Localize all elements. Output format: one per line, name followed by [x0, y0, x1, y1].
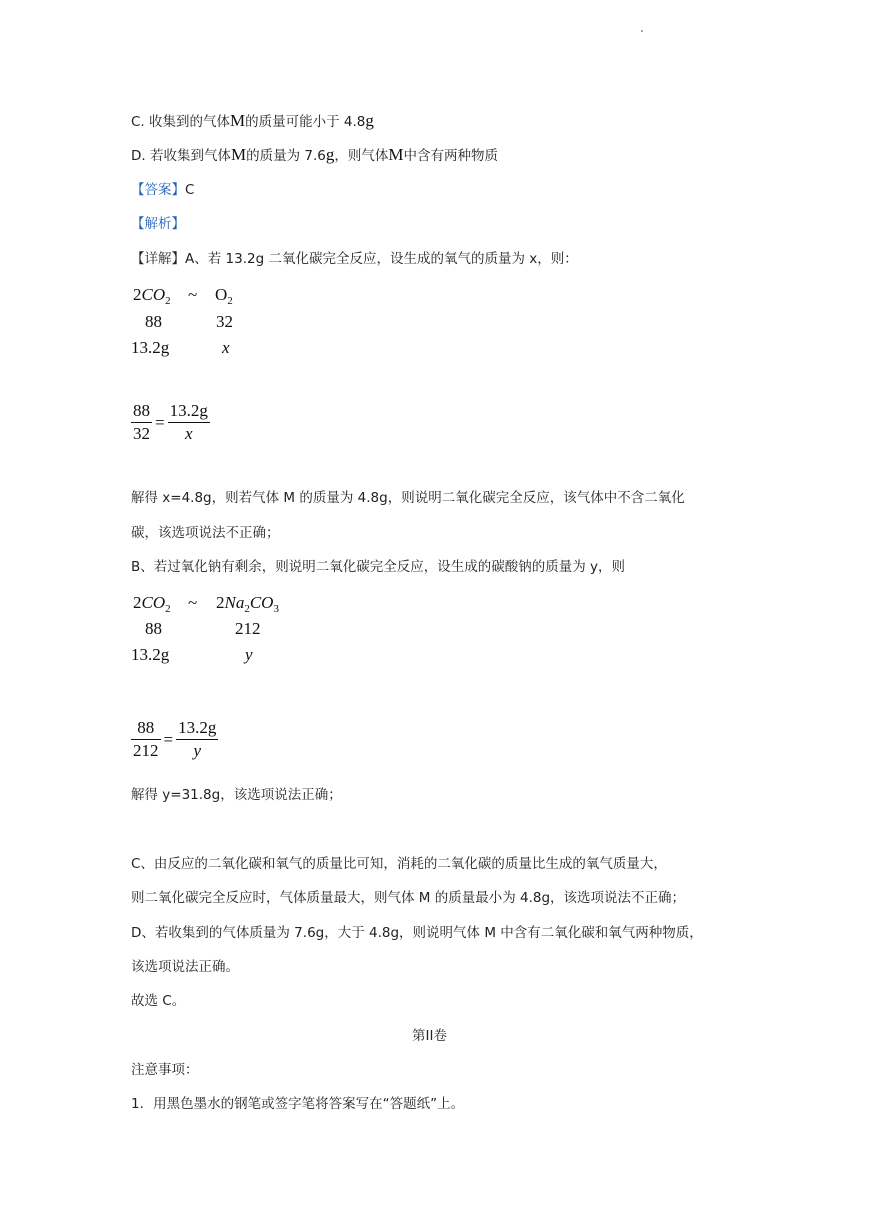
option-d-text: D. 若收集到气体 [131, 148, 231, 164]
option-d-mid2: ，则气体 [334, 148, 389, 164]
eq1-unknown: x [222, 338, 230, 357]
volume-title: 第II卷 [412, 1028, 447, 1044]
notice-item-1: 1．用黑色墨水的钢笔或签字笔将答案写在“答题纸”上。 [131, 1096, 465, 1112]
answer-label: 【答案】 [131, 182, 185, 198]
eq2-mass-product: 212 [235, 619, 261, 638]
notice-title: 注意事项： [131, 1062, 199, 1078]
detail-text: 【详解】A、若 13.2g 二氧化碳完全反应，设生成的氧气的质量为 x，则： [131, 251, 578, 267]
eq2-product: $2Na_2CO_3$ [216, 593, 279, 615]
solve-b: 解得 y=31.8g，该选项说法正确； [131, 787, 342, 803]
page-mark [641, 30, 643, 32]
option-c [131, 112, 374, 131]
option-c-text: C. 收集到的气体 [131, 114, 231, 130]
frac1-left: $\frac{88}{32}$ [133, 401, 150, 443]
solve-a-line-1: 解得 x=4.8g，则若气体 M 的质量为 4.8g，则说明二氧化碳完全反应，该气体中不含二氧化 [131, 490, 685, 506]
analysis-label: 【解析】 [131, 216, 185, 232]
option-d-m2: M [388, 145, 404, 164]
option-d-mid: 的质量为 7.6 [246, 148, 326, 164]
eq2-mass-reactant: 88 [145, 619, 162, 638]
eq2-reactant: $2CO_2$ [133, 593, 171, 615]
eq1-reactant: $2CO_2$ [133, 285, 171, 307]
frac1-right: $\frac{13.2g}{x}$ [169, 401, 208, 443]
para-d-line-2: 该选项说法正确。 [131, 959, 239, 975]
eq1-product: $O_2$ [215, 285, 233, 307]
option-c-mid: 的质量可能小于 4.8 [245, 114, 366, 130]
eq1-mass-product: 32 [216, 312, 233, 331]
eq1-tilde: ~ [188, 285, 198, 304]
solve-a-line-2: 碳，该选项说法不正确； [131, 525, 280, 541]
frac2-left: $\frac{88}{212}$ [133, 718, 159, 760]
eq1-given: 13.2g [131, 338, 170, 357]
option-d-unit: g [325, 145, 335, 164]
para-c-line-2: 则二氧化碳完全反应时，气体质量最大，则气体 M 的质量最小为 4.8g，该选项说法不正确； [131, 890, 686, 906]
option-c-unit: g [365, 111, 374, 130]
equation-1-row-1 [133, 285, 171, 305]
eq1-mass-reactant: 88 [145, 312, 162, 331]
fraction-equation-1: $\frac{88}{32}$ = $\frac{13.2g}{x}$ [133, 401, 208, 443]
option-d [131, 146, 498, 165]
answer-line [131, 181, 194, 199]
option-d-m: M [230, 145, 247, 164]
conclusion: 故选 C。 [131, 993, 186, 1009]
option-d-suffix: 中含有两种物质 [403, 148, 498, 164]
eq2-tilde: ~ [188, 593, 198, 612]
frac2-right: $\frac{13.2g}{y}$ [178, 718, 217, 760]
option-b-text: B、若过氧化钠有剩余，则说明二氧化碳完全反应，设生成的碳酸钠的质量为 y，则 [131, 559, 626, 575]
fraction-equation-2: $\frac{88}{212}$ = $\frac{13.2g}{y}$ [133, 718, 217, 760]
eq2-given: 13.2g [131, 645, 170, 664]
eq2-unknown: y [245, 645, 253, 664]
answer-value: C [185, 182, 195, 198]
para-c-line-1: C、由反应的二氧化碳和氧气的质量比可知，消耗的二氧化碳的质量比生成的氧气质量大， [131, 856, 667, 872]
para-d-line-1: D、若收集到的气体质量为 7.6g，大于 4.8g，则说明气体 M 中含有二氧化碳和氧气两种物质， [131, 925, 703, 941]
option-c-m: M [230, 111, 246, 130]
